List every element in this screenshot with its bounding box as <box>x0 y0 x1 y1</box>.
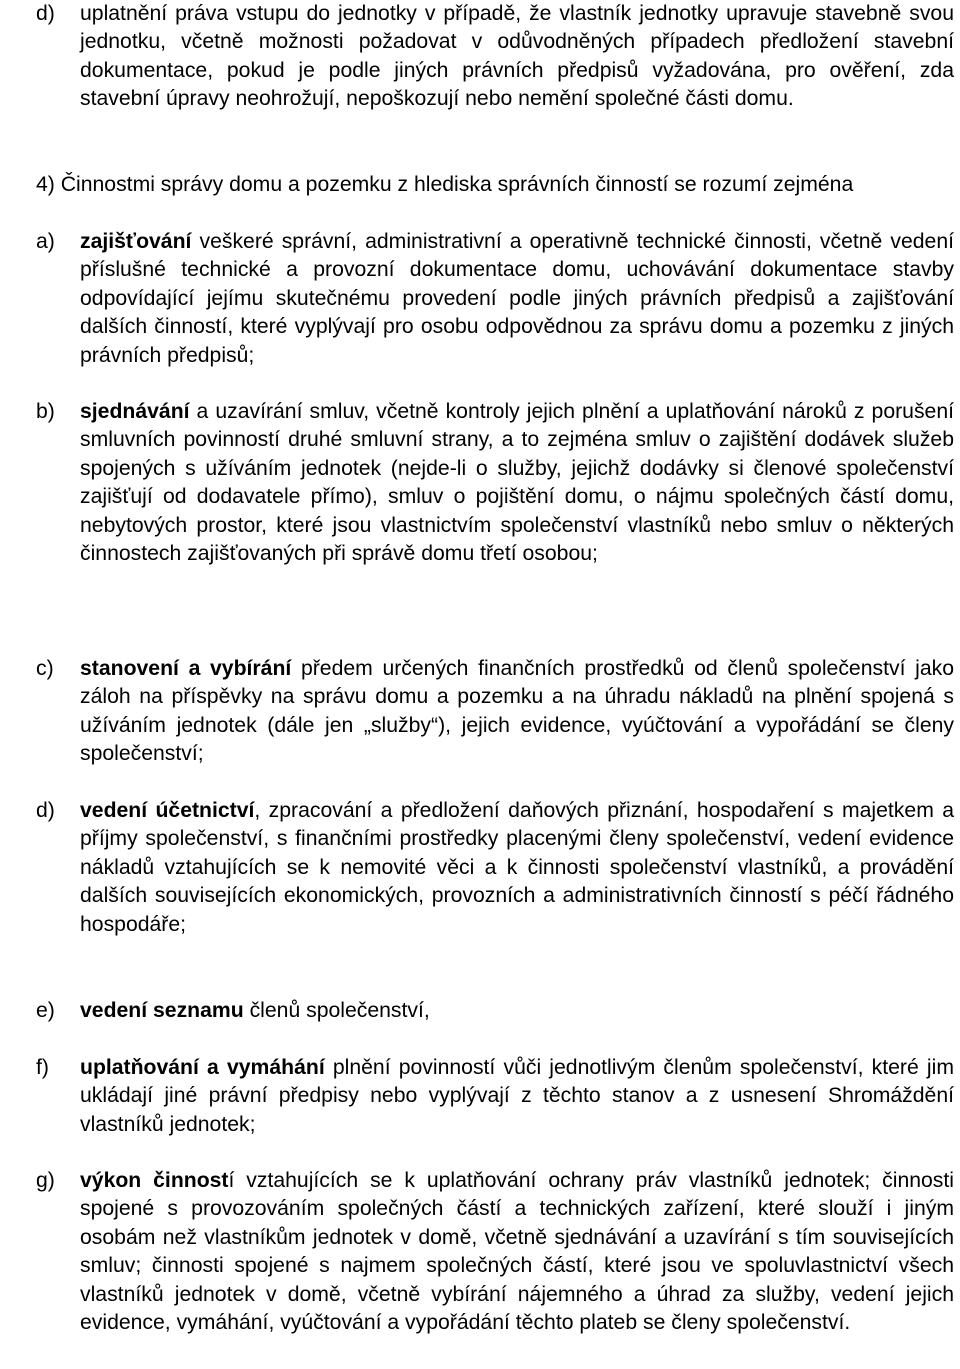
item-body: í vztahujících se k uplatňování ochrany práv vlastníků jednotek; činnosti spojené s provozováním společných částí a technických zařízení, které slouží i jiným osobám než vlastníkům jednotek v domě, včetně sjednávání a uzavírání s tím souvisejících smluv; činnosti spojené s najmem společných částí, které jsou ve spoluvlastnictví všech vlastníků jednotek v domě, včetně vybírání nájemného a úhrad za služby, vedení jejich evidence, vymáhání, vyúčtování a vypořádání těchto plateb se členy společenství. <box>80 1169 954 1335</box>
item-body: plnění povinností vůči jednotlivým členům společenství, které jim ukládají jiné právní předpisy nebo vyplývají z těchto stanov a z usnesení Shromáždění vlastníků jednotek; <box>80 1056 954 1136</box>
list-text <box>80 398 954 568</box>
list-text <box>80 655 954 769</box>
list-item-d-previous <box>36 0 954 114</box>
item-body: a uzavírání smluv, včetně kontroly jejich plnění a uplatňování nároků z porušení smluvních povinností druhé smluvní strany, a to zejména smluv o zajištění dodávek služeb spojených s užíváním jednotek (nejde-li o služby, jejichž dodávky si členové společenství zajišťují od dodavatele přímo), smluv o pojištění domu, o nájmu společných částí domu, nebytových prostor, které jsou vlastnictvím společenství vlastníků nebo smluv o některých činnostech zajišťovaných při správě domu třetí osobou; <box>80 400 954 566</box>
bold-term: výkon činnost <box>80 1169 229 1192</box>
bold-term: zajišťování <box>80 230 192 253</box>
list-item-d <box>36 797 954 939</box>
list-text <box>80 997 954 1025</box>
list-item-f <box>36 1054 954 1139</box>
list-label: b) <box>36 400 55 423</box>
bold-term: vedení seznamu <box>80 999 244 1022</box>
list-label: g) <box>36 1169 55 1192</box>
list-label: e) <box>36 999 55 1022</box>
item-body: veškeré správní, administrativní a operativně technické činnosti, včetně vedení příslušné technické a provozní dokumentace domu, uchovávání dokumentace stavby odpovídající jejímu skutečnému provedení podle jiných právních předpisů a zajišťování dalších činností, které vyplývají pro osobu odpovědnou za správu domu a pozemku z jiných právních předpisů; <box>80 230 954 367</box>
section-4-heading: 4) Činnostmi správy domu a pozemku z hlediska správních činností se rozumí zejména <box>36 173 854 196</box>
list-text <box>80 1054 954 1139</box>
list-text <box>80 797 954 939</box>
bold-term: sjednávání <box>80 400 190 423</box>
list-item-a <box>36 228 954 370</box>
item-body: členů společenství, <box>243 999 430 1022</box>
list-text <box>80 1167 954 1337</box>
list-item-e <box>36 997 954 1025</box>
list-label: d) <box>36 799 55 822</box>
bold-term: vedení účetnictví <box>80 799 255 822</box>
list-label: c) <box>36 657 54 680</box>
list-label: a) <box>36 230 55 253</box>
list-text: uplatnění práva vstupu do jednotky v případě, že vlastník jednotky upravuje stavebně svou jednotku, včetně možnosti požadovat v odůvodněných případech předložení stavební dokumentace, pokud je podle jiných právních předpisů vyžadována, pro ověření, zda stavební úpravy neohrožují, nepoškozují nebo nemění společné části domu. <box>80 2 954 111</box>
item-body: předem určených finančních prostředků od členů společenství jako záloh na příspěvky na správu domu a pozemku a na úhradu nákladů na plnění spojená s užíváním jednotek (dále jen „služby“), jejich evidence, vyúčtování a vypořádání se členy společenství; <box>80 657 954 766</box>
bold-term: stanovení a vybírání <box>80 657 292 680</box>
list-item-c <box>36 655 954 769</box>
list-text <box>80 228 954 370</box>
list-label: f) <box>36 1056 49 1079</box>
item-body: , zpracování a předložení daňových přiznání, hospodaření s majetkem a příjmy společenství, s finančními prostředky placenými členy společenství, vedení evidence nákladů vztahujících se k nemovité věci a k činnosti společenství vlastníků, a provádění dalších souvisejících ekonomických, provozních a administrativních činností s péčí řádného hospodáře; <box>80 799 954 936</box>
list-item-g <box>36 1167 954 1337</box>
list-label: d) <box>36 2 55 25</box>
bold-term: uplatňování a vymáhání <box>80 1056 325 1079</box>
list-item-b <box>36 398 954 568</box>
